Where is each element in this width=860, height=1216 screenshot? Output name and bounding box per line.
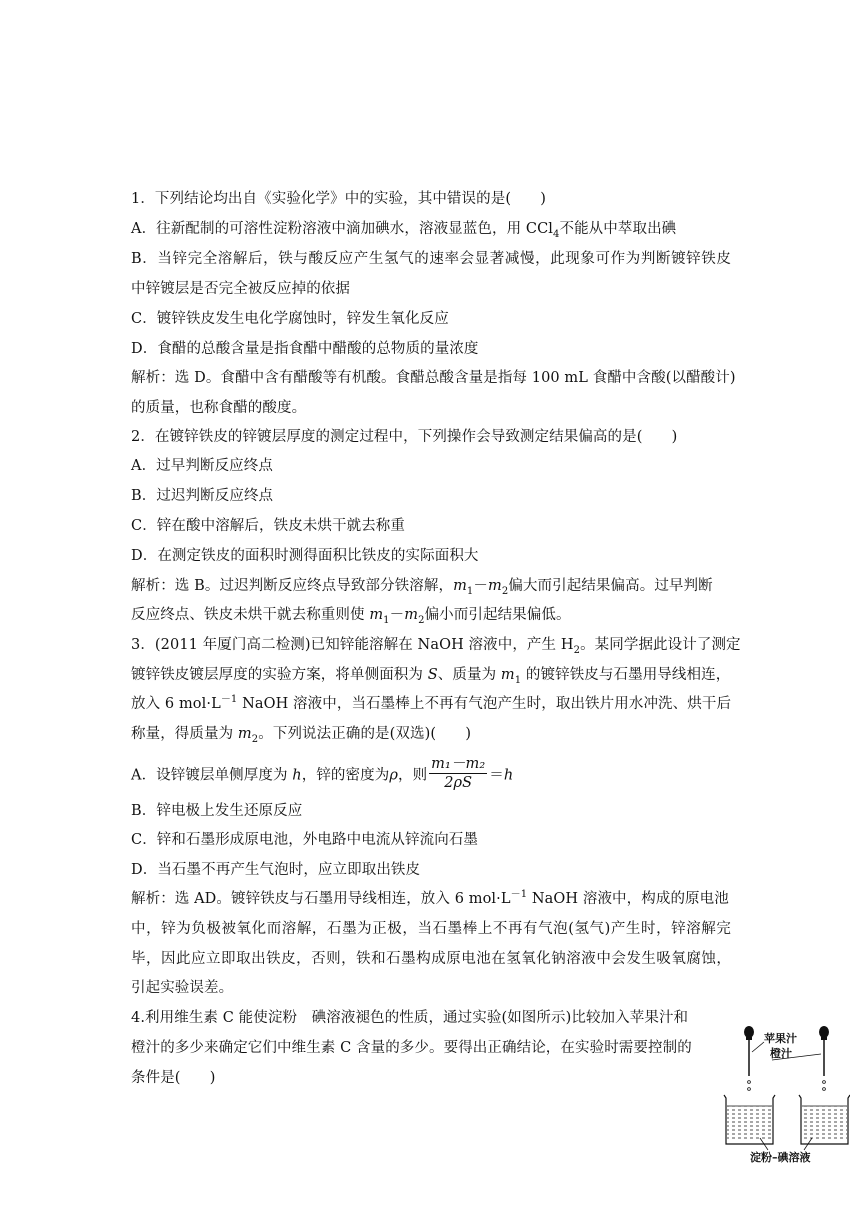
right-dropper-icon <box>819 1026 829 1090</box>
q3-answer-line4: 引起实验误差。 <box>131 980 234 996</box>
q1-option-c: C．镀锌铁皮发生电化学腐蚀时，锌发生氧化反应 <box>131 311 449 327</box>
q3-stem-line4: 称量，得质量为 $m_2$。下列说法正确的是(双选)( ) <box>131 726 472 745</box>
q2-answer-line2: 反应终点、铁皮未烘干就去称重则使 $m_1-m_2$偏小而引起结果偏低。 <box>131 607 571 626</box>
q1-option-a: A．往新配制的可溶性淀粉溶液中滴加碘水，溶液显蓝色，用 CCl$_4$不能从中萃取出碘 <box>131 221 677 240</box>
q2-option-d: D．在测定铁皮的面积时测得面积比铁皮的实际面积大 <box>131 548 479 564</box>
q3-option-d: D．当石墨不再产生气泡时，应立即取出铁皮 <box>131 862 421 878</box>
q2-option-c: C．锌在酸中溶解后，铁皮未烘干就去称重 <box>131 518 405 534</box>
right-beaker-icon <box>799 1095 850 1144</box>
label-starch-iodine-solution: 淀粉–碘溶液 <box>750 1151 811 1164</box>
label-orange-juice: 橙汁 <box>770 1047 792 1060</box>
q1-option-b-line1: B．当锌完全溶解后，铁与酸反应产生氢气的速率会显著减慢，此现象可作为判断镀锌铁皮 <box>131 251 731 267</box>
left-beaker-icon <box>724 1095 775 1144</box>
q4-stem-line1: 4.利用维生素 C 能使淀粉 碘溶液褪色的性质，通过实验(如图所示)比较加入苹果汁和 <box>131 1010 689 1026</box>
q2-option-a: A．过早判断反应终点 <box>131 458 273 474</box>
q1-option-d: D．食醋的总酸含量是指食醋中醋酸的总物质的量浓度 <box>131 341 479 357</box>
q3-answer-line3: 毕，因此应立即取出铁皮，否则，铁和石墨构成原电池在氢氧化钠溶液中会发生吸氧腐蚀， <box>131 951 731 967</box>
q4-stem-line3: 条件是( ) <box>131 1070 216 1086</box>
q3-option-b: B．锌电极上发生还原反应 <box>131 803 303 819</box>
left-dropper-icon <box>744 1026 754 1090</box>
q4-stem-line2: 橙汁的多少来确定它们中维生素 C 含量的多少。要得出正确结论，在实验时需要控制的 <box>131 1040 692 1056</box>
q3-option-c: C．锌和石墨形成原电池，外电路中电流从锌流向石墨 <box>131 832 478 848</box>
experiment-figure <box>720 1020 850 1170</box>
label-apple-juice: 苹果汁 <box>764 1032 797 1045</box>
q3-stem-line2: 镀锌铁皮镀层厚度的实验方案，将单侧面积为 S、质量为 $m_1$ 的镀锌铁皮与石墨用导线相连， <box>131 667 731 686</box>
q3-option-a: A．设锌镀层单侧厚度为 h，锌的密度为ρ，则 $\frac{\text{m₁－m₂}}{2\rho S}$ ＝h <box>131 756 514 791</box>
q1-option-b-line2: 中锌镀层是否完全被反应掉的依据 <box>131 281 350 297</box>
thickness-fraction: $\frac{\text{m₁－m₂}}{2\rho S}$ <box>431 756 486 791</box>
q1-answer-line2: 的质量，也称食醋的酸度。 <box>131 400 307 416</box>
q3-answer-line1: 解析：选 AD。镀锌铁皮与石墨用导线相连，放入 6 $mol\cdot L^{-1}$ NaOH 溶液中，构成的原电池 <box>131 889 729 907</box>
q1-stem: 1．下列结论均出自《实验化学》中的实验，其中错误的是( ) <box>131 191 547 207</box>
q3-answer-line2: 中，锌为负极被氧化而溶解，石墨为正极，当石墨棒上不再有气泡(氢气)产生时，锌溶解完 <box>131 921 731 937</box>
q3-stem-line3: 放入 6 $mol\cdot L^{-1}$ NaOH 溶液中，当石墨棒上不再有气泡产生时，取出铁片用水冲洗、烘干后 <box>131 694 732 712</box>
q2-option-b: B．过迟判断反应终点 <box>131 488 274 504</box>
q2-answer-line1: 解析：选 B。过迟判断反应终点导致部分铁溶解，$m_1-m_2$偏大而引起结果偏高。过早判断 <box>131 578 713 597</box>
q3-stem-line1: 3．(2011 年厦门高二检测)已知锌能溶解在 NaOH 溶液中，产生 $H_2$。某同学据此设计了测定 <box>131 637 741 656</box>
q2-stem: 2．在镀锌铁皮的锌镀层厚度的测定过程中，下列操作会导致测定结果偏高的是( ) <box>131 429 678 445</box>
q1-answer-line1: 解析：选 D。食醋中含有醋酸等有机酸。食醋总酸含量是指每 100 mL 食醋中含酸(以醋酸计) <box>131 370 736 386</box>
